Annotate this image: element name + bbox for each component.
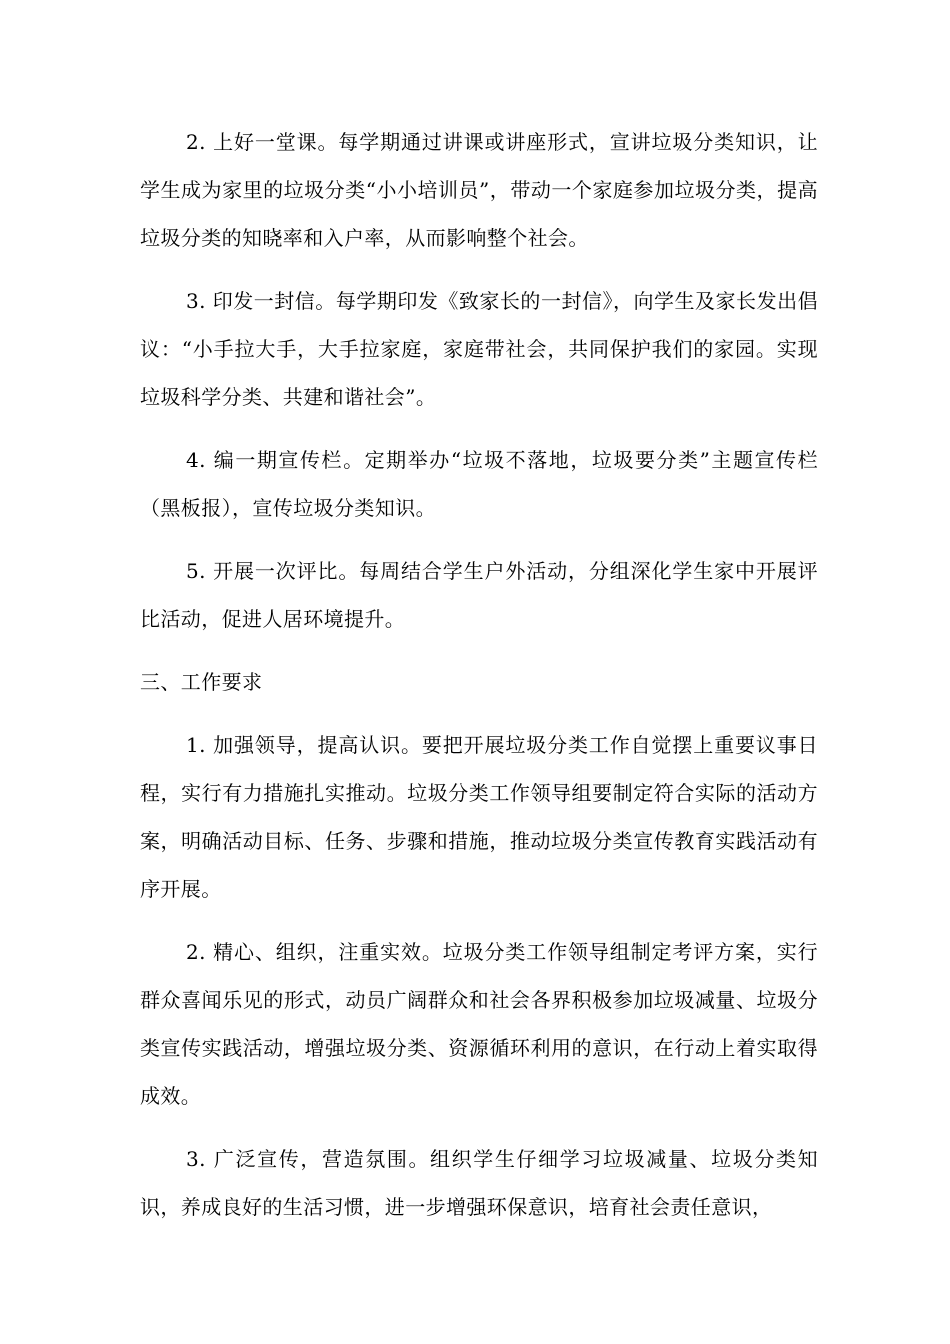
section-heading-work-requirements: 三、工作要求 bbox=[140, 670, 263, 694]
paragraph-item-3-letter: 3. 印发一封信。每学期印发《致家长的一封信》，向学生及家长发出倡议：“小手拉大手，大手拉家庭，家庭带社会，共同保护我们的家园。实现垃圾科学分类、共建和谐社会”。 bbox=[140, 289, 818, 409]
paragraph-requirement-1: 1. 加强领导，提高认识。要把开展垃圾分类工作自觉摆上重要议事日程，实行有力措施扎实推动。垃圾分类工作领导组要制定符合实际的活动方案，明确活动目标、任务、步骤和措施，推动垃圾分类宣传教育实践活动有序开展。 bbox=[140, 733, 818, 901]
paragraph-item-2-lesson: 2. 上好一堂课。每学期通过讲课或讲座形式，宣讲垃圾分类知识，让学生成为家里的垃圾分类“小小培训员”，带动一个家庭参加垃圾分类，提高垃圾分类的知晓率和入户率，从而影响整个社会。 bbox=[140, 130, 818, 250]
paragraph-item-5-evaluation: 5. 开展一次评比。每周结合学生户外活动，分组深化学生家中开展评比活动，促进人居环境提升。 bbox=[140, 559, 818, 631]
paragraph-requirement-2: 2. 精心、组织，注重实效。垃圾分类工作领导组制定考评方案，实行群众喜闻乐见的形式，动员广阔群众和社会各界积极参加垃圾减量、垃圾分类宣传实践活动，增强垃圾分类、资源循环利用的意识，在行动上着实取得成效。 bbox=[140, 940, 818, 1108]
paragraph-item-4-bulletin: 4. 编一期宣传栏。定期举办“垃圾不落地，垃圾要分类”主题宣传栏（黑板报），宣传垃圾分类知识。 bbox=[140, 448, 818, 520]
document-body bbox=[140, 118, 818, 1246]
paragraph-requirement-3: 3. 广泛宣传，营造氛围。组织学生仔细学习垃圾减量、垃圾分类知识，养成良好的生活习惯，进一步增强环保意识，培育社会责任意识， bbox=[140, 1147, 818, 1219]
